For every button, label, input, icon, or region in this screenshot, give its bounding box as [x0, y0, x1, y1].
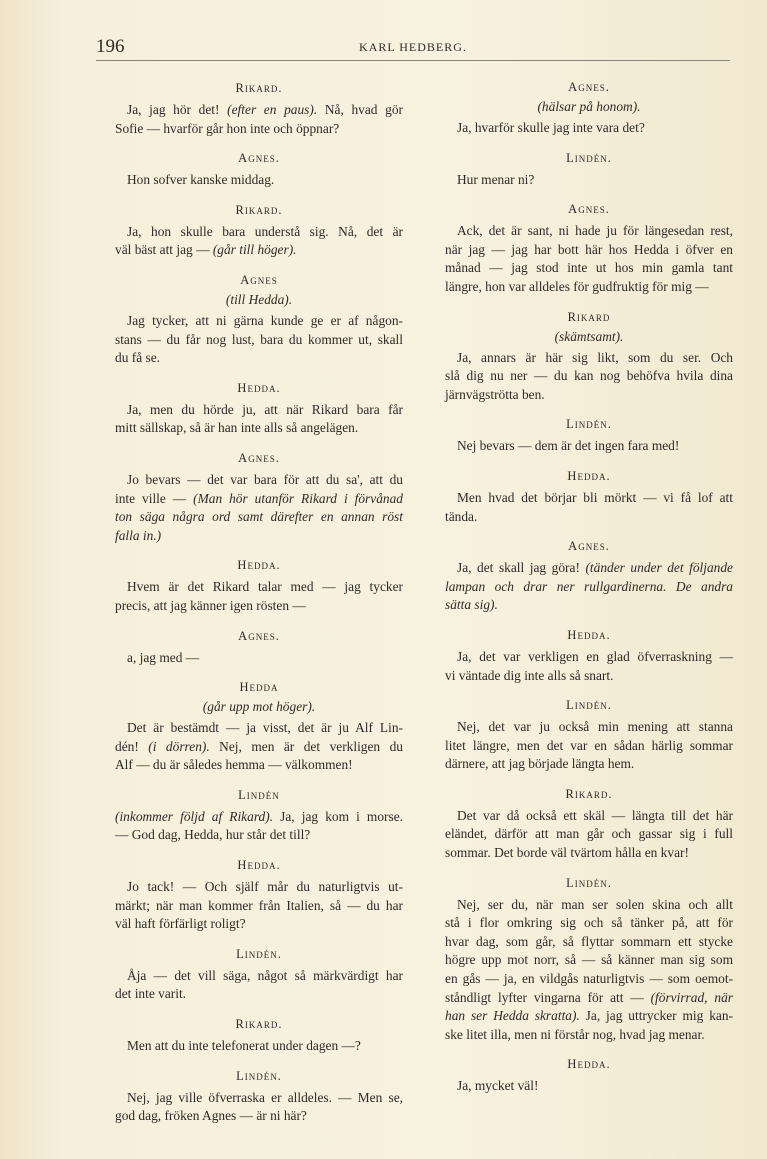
stage-direction-inline: (i dörren).: [148, 738, 210, 754]
dialogue-text: eländet, därför att man går och gassar sig i full: [445, 826, 733, 842]
text-line: [445, 1007, 733, 1026]
dialogue-text: Nå, hvad gör: [317, 102, 404, 117]
stage-direction-inline: (tänder under det följande: [585, 560, 733, 576]
dialogue-text: Det var då också ett skäl — längta till det här: [457, 807, 733, 823]
speaker-name: Agnes.: [568, 539, 610, 554]
text-line: [445, 596, 733, 615]
dialogue-paragraph: [445, 559, 733, 615]
text-line: [115, 756, 403, 775]
dialogue-text: Hvem är det Rikard talar med — jag tycker: [127, 579, 403, 595]
text-line: [115, 331, 403, 350]
text-line: [445, 1026, 733, 1045]
speaker-name: Rikard.: [565, 786, 613, 801]
text-line: [445, 278, 733, 297]
dialogue-text: — God dag, Hedda, hur står det till?: [115, 827, 311, 843]
dialogue-text: en gås — ja, en vildgås naturligtvis — som oemot-: [445, 971, 733, 987]
dialogue-paragraph: [115, 171, 403, 190]
text-line: [115, 401, 403, 420]
dialogue-paragraph: [445, 171, 733, 190]
text-line: [445, 367, 733, 386]
text-line: [115, 897, 403, 916]
dialogue-text: litet längre, men det var en sådan härlig sommar: [445, 737, 733, 753]
speaker-name: Agnes.: [238, 151, 280, 166]
stage-direction-inline: ton säga några ord samt därefter en annan röst: [115, 509, 403, 525]
speaker-name: Lindén.: [566, 875, 612, 890]
dialogue-paragraph: [445, 349, 733, 405]
dialogue-text: Ja, det var verkligen en glad öfverraskning —: [457, 648, 733, 664]
text-line: [445, 667, 733, 686]
text-line: [445, 508, 733, 527]
dialogue-paragraph: [445, 222, 733, 296]
text-line: [115, 312, 403, 331]
stage-direction-inline: (går till höger).: [212, 242, 297, 258]
dialogue-paragraph: [115, 967, 403, 1004]
text-line: [115, 985, 403, 1004]
speaker-name: Hedda.: [237, 558, 281, 573]
dialogue-text: Ja, hvarför skulle jag inte vara det?: [457, 120, 645, 135]
dialogue-text: precis, att jag känner igen rösten —: [115, 597, 306, 613]
text-line: [445, 807, 733, 826]
dialogue-paragraph: [445, 1077, 733, 1096]
dialogue-paragraph: [115, 401, 403, 438]
dialogue-paragraph: [445, 119, 733, 138]
dialogue-paragraph: [115, 471, 403, 545]
text-line: [445, 718, 733, 737]
text-line: [445, 896, 733, 915]
text-line: [445, 970, 733, 989]
text-line: [445, 578, 733, 597]
dialogue-text: god dag, fröken Agnes — är ni här?: [115, 1108, 307, 1124]
text-line: [115, 826, 403, 845]
text-line: [445, 825, 733, 844]
speaker-name: Agnes.: [568, 202, 610, 217]
dialogue-paragraph: [115, 312, 403, 368]
stage-direction-inline: (efter en paus).: [227, 102, 318, 117]
text-line: [445, 386, 733, 405]
text-line: [445, 119, 733, 138]
dialogue-text: ske litet illa, men ni förstår nog, hvad jag menar.: [445, 1026, 705, 1042]
dialogue-text: hvar dag, som går, så flyttar sommarn ett stycke: [445, 933, 733, 949]
text-line: [115, 719, 403, 738]
dialogue-paragraph: [445, 648, 733, 685]
text-line: [115, 578, 403, 597]
text-line: [445, 171, 733, 190]
speaker-name: Hedda.: [567, 627, 611, 642]
speaker-name: Hedda.: [567, 468, 611, 483]
dialogue-text: Sofie — hvarför går hon inte och öppnar?: [115, 120, 340, 136]
stage-direction-inline: (Man hör utanför Rikard i förvånad: [193, 490, 403, 506]
dialogue-text: Ja, det skall jag göra!: [457, 560, 586, 576]
dialogue-paragraph: [115, 101, 403, 138]
text-line: [445, 755, 733, 774]
speaker-name: Lindén.: [236, 946, 282, 961]
dialogue-text: längre, hon var alldeles för gudfruktig för mig —: [445, 278, 709, 294]
dialogue-text: väl haft förfärligt roligt?: [115, 916, 246, 932]
speaker-name: Agnes: [240, 272, 278, 287]
dialogue-text: ståndligt lyfter vingarna för att —: [445, 989, 651, 1005]
dialogue-text: Men att du inte telefonerat under dagen —?: [127, 1038, 361, 1054]
dialogue-text: Det är bestämdt — ja visst, det är ju Alf Lin-: [127, 720, 403, 736]
dialogue-paragraph: [445, 807, 733, 863]
dialogue-paragraph: [115, 719, 403, 775]
dialogue-text: märkt; när man kommer från Italien, så — du har: [115, 897, 403, 913]
dialogue-paragraph: [115, 1089, 403, 1126]
dialogue-text: högre upp mot norr, så — så känner man sig som: [445, 952, 733, 968]
text-line: [115, 597, 403, 616]
text-line: [445, 559, 733, 578]
dialogue-text: Hur menar ni?: [457, 171, 535, 187]
speaker-name: Lindén: [238, 787, 280, 802]
text-line: [115, 101, 403, 120]
dialogue-text: väl bäst att jag —: [115, 242, 213, 258]
dialogue-paragraph: [445, 896, 733, 1045]
dialogue-text: a, jag med —: [127, 649, 200, 665]
stage-direction: (till Hedda).: [225, 291, 293, 307]
stage-direction-inline: (inkommer följd af Rikard).: [115, 808, 274, 824]
dialogue-text: sommar. Det borde väl tvärtom hålla en kvar!: [445, 845, 689, 861]
text-line: [115, 738, 403, 757]
speaker-name: Lindén.: [566, 698, 612, 713]
speaker-name: Lindén.: [236, 1068, 282, 1083]
text-line: [115, 349, 403, 368]
dialogue-text: Jo bevars — det var bara för att du sa', att du: [127, 471, 403, 487]
dialogue-text: när jag — jag har bott här hos Hedda i öfver en: [445, 241, 733, 257]
dialogue-text: Åja — det vill säga, något så märkvärdigt har: [127, 967, 403, 983]
dialogue-text: det inte varit.: [115, 986, 187, 1002]
stage-direction-inline: lampan och drar ner rullgardinerna. De andra: [445, 578, 733, 594]
dialogue-text: järnvägströtta ben.: [445, 386, 545, 402]
dialogue-text: Nej bevars — dem är det ingen fara med!: [457, 438, 680, 454]
dialogue-text: mitt sällskap, så är han inte alls så angelägen.: [115, 420, 359, 436]
stage-direction-inline: (förvirrad, när: [650, 989, 733, 1005]
dialogue-text: Ack, det är sant, ni hade ju för längesedan rest,: [457, 223, 733, 239]
dialogue-text: du få se.: [115, 350, 160, 366]
dialogue-text: Nej, jag ville öfverraska er alldeles. — Men se,: [127, 1089, 403, 1105]
text-line: [115, 1107, 403, 1126]
dialogue-text: Ja, jag kom i morse.: [273, 808, 403, 824]
text-line: [445, 951, 733, 970]
speaker-name: Lindén.: [566, 417, 612, 432]
speaker-name: Hedda: [239, 680, 279, 695]
dialogue-text: Hon sofver kanske middag.: [127, 172, 275, 188]
stage-direction: (skämtsamt).: [554, 328, 624, 344]
text-line: [445, 349, 733, 368]
text-line: [445, 989, 733, 1008]
dialogue-text: Ja, hon skulle bara understå sig. Nå, det är: [127, 223, 403, 239]
speaker-name: Hedda.: [567, 1057, 611, 1072]
dialogue-paragraph: [115, 578, 403, 615]
dialogue-text: stå i flor omkring sig och så tänker på, att för: [445, 915, 733, 931]
dialogue-text: slå dig nu ner — du kan nog behöfva hvila dina: [445, 368, 733, 384]
speaker-name: Rikard.: [235, 202, 283, 217]
speaker-name: Lindén.: [566, 150, 612, 165]
stage-direction-inline: falla in.): [115, 527, 162, 543]
dialogue-text: tända.: [445, 508, 478, 524]
text-line: [115, 915, 403, 934]
text-line: [115, 419, 403, 438]
stage-direction: (hälsar på honom).: [537, 99, 641, 114]
stage-direction-inline: sätta sig).: [445, 597, 498, 613]
dialogue-text: stans — du får nog lust, bara du kommer ut, skall: [115, 331, 403, 347]
dialogue-text: Nej, det var ju också min mening att stanna: [457, 719, 733, 735]
dialogue-paragraph: [445, 489, 733, 526]
dialogue-text: Nej, ser du, när man ser solen skina och allt: [457, 896, 733, 912]
text-line: [115, 490, 403, 509]
text-line: [115, 878, 403, 897]
right-column: [445, 78, 733, 1096]
speaker-name: Hedda.: [237, 380, 281, 395]
dialogue-text: Ja, jag hör det!: [127, 102, 228, 117]
text-line: [445, 933, 733, 952]
text-line: [115, 967, 403, 986]
speaker-name: Agnes.: [238, 628, 280, 643]
text-line: [115, 120, 403, 139]
speaker-name: Rikard.: [235, 1017, 283, 1032]
left-column: [115, 79, 403, 1126]
stage-direction: (går upp mot höger).: [202, 699, 316, 715]
page-header: [96, 36, 730, 61]
dialogue-text: inte ville —: [115, 490, 194, 506]
text-line: [115, 223, 403, 242]
dialogue-text: Jag tycker, att ni gärna kunde ge er af någon-: [127, 312, 403, 328]
text-line: [445, 1077, 733, 1096]
dialogue-text: Alf — du är således hemma — välkommen!: [115, 757, 353, 773]
dialogue-text: vi väntade dig inte alls så snart.: [445, 667, 614, 683]
dialogue-text: Jo tack! — Och själf mår du naturligtvis ut-: [127, 879, 403, 895]
text-line: [115, 241, 403, 260]
text-line: [445, 222, 733, 241]
dialogue-paragraph: [445, 437, 733, 456]
stage-direction-inline: han ser Hedda skratta).: [445, 1008, 580, 1024]
dialogue-paragraph: [115, 649, 403, 668]
page-number: 196: [96, 36, 125, 57]
dialogue-text: Ja, men du hörde ju, att när Rikard bara får: [127, 401, 403, 417]
text-line: [445, 648, 733, 667]
speaker-name: Rikard.: [235, 81, 283, 95]
dialogue-paragraph: [445, 718, 733, 774]
text-line: [445, 844, 733, 863]
text-line: [115, 1089, 403, 1108]
text-line: [115, 527, 403, 546]
text-line: [115, 508, 403, 527]
text-line: [115, 171, 403, 190]
speaker-name: Agnes.: [238, 450, 280, 465]
dialogue-text: Ja, mycket väl!: [457, 1078, 539, 1094]
dialogue-text: dén!: [115, 738, 149, 754]
dialogue-text: Ja, annars är här sig likt, som du ser. Och: [457, 349, 733, 365]
text-line: [445, 259, 733, 278]
text-line: [445, 489, 733, 508]
dialogue-paragraph: [115, 1037, 403, 1056]
text-line: [115, 808, 403, 827]
speaker-name: Hedda.: [237, 858, 281, 873]
dialogue-text: Nej, men är det verkligen du: [209, 738, 403, 754]
text-line: [115, 471, 403, 490]
dialogue-paragraph: [115, 878, 403, 934]
text-line: [115, 1037, 403, 1056]
text-line: [445, 241, 733, 260]
dialogue-text: Men hvad det börjar bli mörkt — vi få lof att: [457, 489, 733, 505]
dialogue-text: månad — jag stod inte ut hos min gamla tant: [445, 260, 733, 276]
dialogue-text: därnere, att jag började längta hem.: [445, 756, 635, 772]
dialogue-text: Ja, jag uttrycker mig kan-: [579, 1008, 733, 1024]
speaker-name: Rikard: [567, 309, 611, 324]
speaker-name: Agnes.: [568, 80, 610, 94]
text-line: [445, 437, 733, 456]
dialogue-paragraph: [115, 223, 403, 260]
text-line: [445, 737, 733, 756]
text-line: [445, 914, 733, 933]
text-line: [115, 649, 403, 668]
dialogue-paragraph: [115, 808, 403, 845]
running-title: KARL HEDBERG.: [359, 40, 467, 54]
